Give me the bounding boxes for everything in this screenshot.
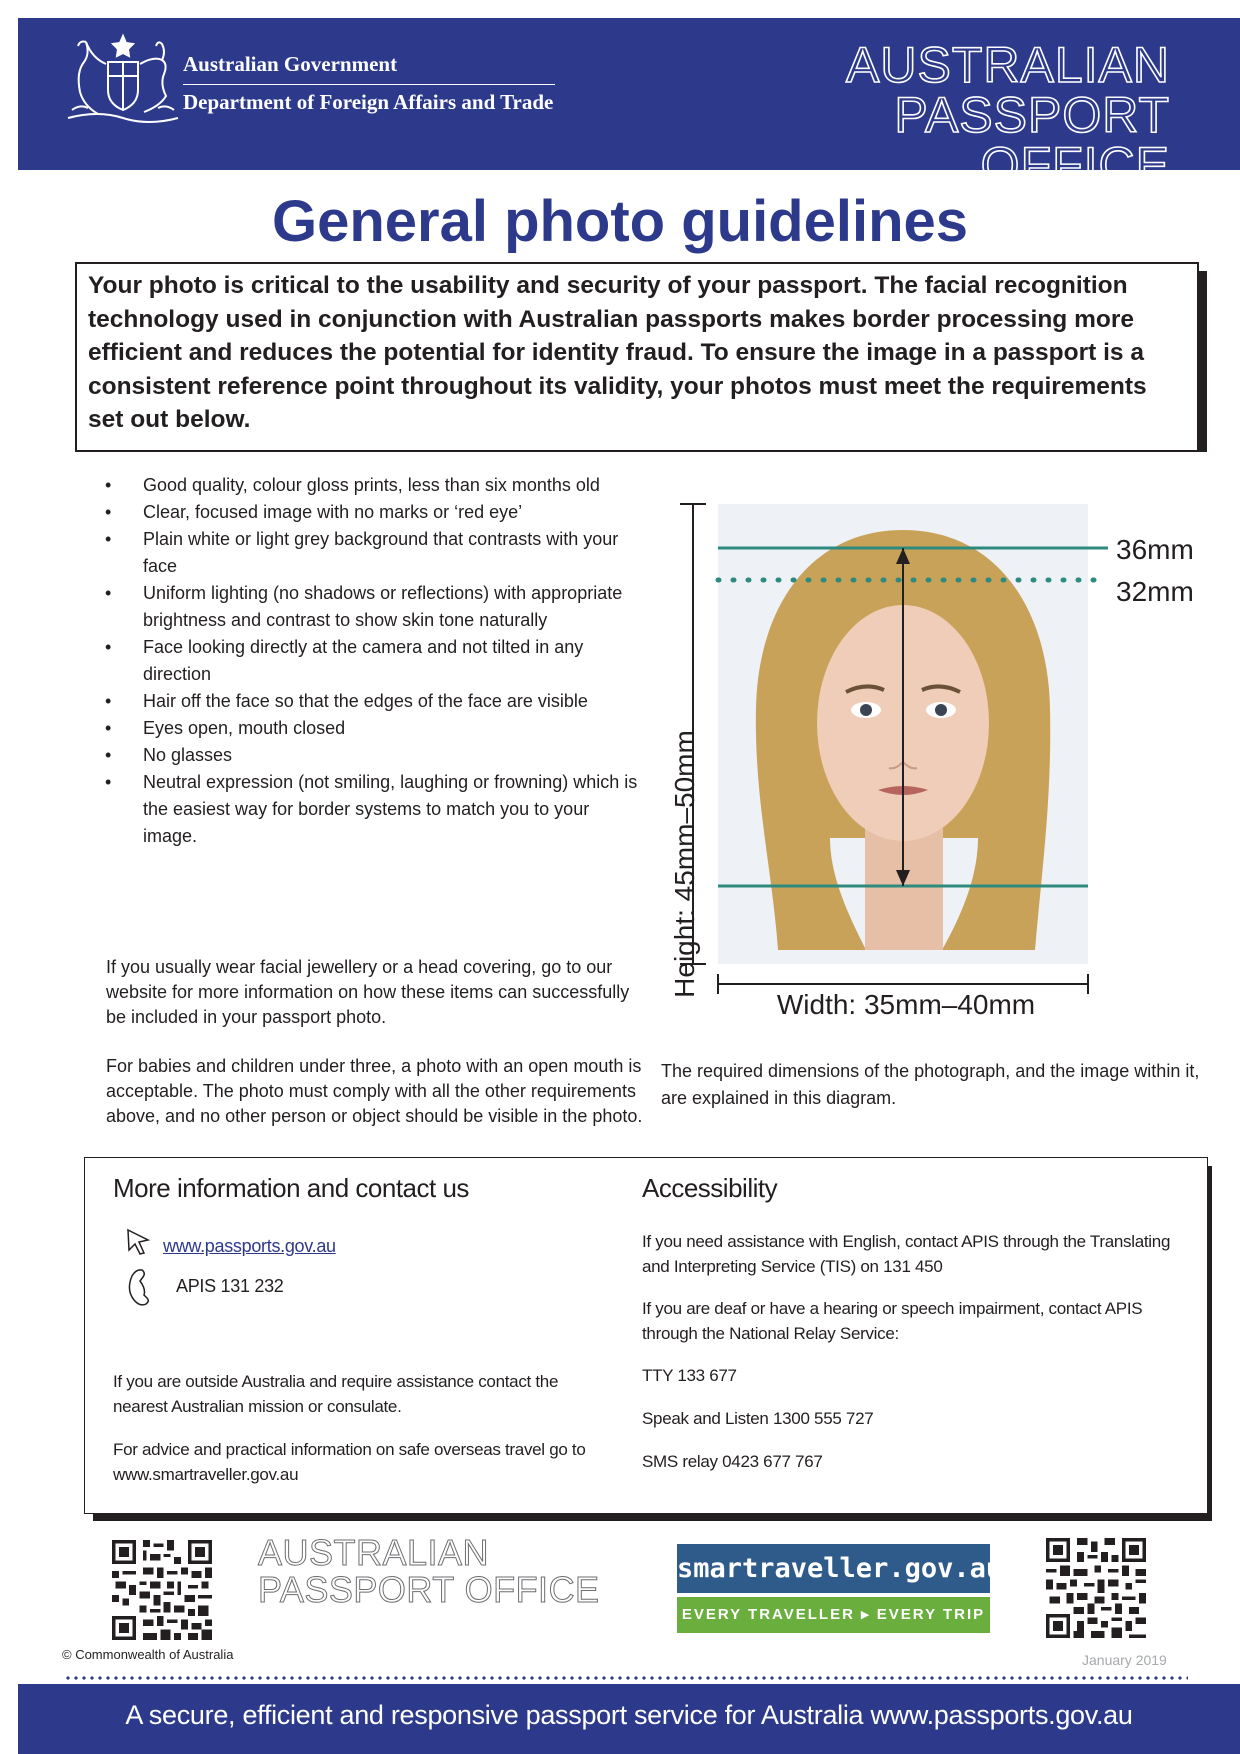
bullet-icon: • [105,583,112,603]
smartraveller-logo: smartraveller.gov.au [677,1544,990,1593]
cursor-icon [126,1228,152,1256]
bullet-icon: • [105,691,112,711]
bullet-icon: • [105,637,112,657]
photo-left-pupil [860,704,872,716]
width-label: Width: 35mm–40mm [776,989,1036,1020]
copyright-text: © Commonwealth of Australia [62,1647,234,1662]
accessibility-english-text: If you need assistance with English, contact APIS through the Translating and Interpreting Service (TIS) on 131 450 [642,1232,1171,1276]
coat-of-arms-icon [58,30,188,136]
sms-relay-number: SMS relay 0423 677 767 [642,1452,823,1471]
list-item: • Good quality, colour gloss prints, less than six months old [100,472,640,499]
bullet-icon: • [105,718,112,738]
accessibility-heading: Accessibility [642,1173,778,1203]
jewellery-paragraph: If you usually wear facial jewellery or a head covering, go to our website for more information on how these items can successfully be included in your passport photo. [106,957,630,1027]
passport-office-logo [700,37,1170,193]
list-item: • Plain white or light grey background that contrasts with your face [100,526,640,580]
government-title: Australian Government [183,52,398,76]
bullet-icon: • [105,502,112,522]
logo-line-1: AUSTRALIAN [846,37,1170,93]
list-item: • Eyes open, mouth closed [100,715,640,742]
outside-australia-text: If you are outside Australia and require assistance contact the nearest Australian mission or consulate. [113,1372,559,1416]
accessibility-deaf-text: If you are deaf or have a hearing or speech impairment, contact APIS through the National Relay Service: [642,1299,1143,1343]
speak-listen-number: Speak and Listen 1300 555 727 [642,1409,874,1428]
list-item: • Neutral expression (not smiling, laughing or frowning) which is the easiest way for border systems to match you to your image. [100,769,640,850]
phone-number: APIS 131 232 [176,1276,284,1296]
footer-logo-line-2: PASSPORT OFFICE [258,1569,600,1610]
smartraveller-tagline: EVERY TRAVELLER ▸ EVERY TRIP [677,1597,990,1633]
bullet-icon: • [105,529,112,549]
photo-dimensions-diagram [660,498,1200,1028]
height-label: Height: 45mm–50mm [669,730,700,998]
tty-number: TTY 133 677 [642,1366,737,1385]
contact-heading: More information and contact us [113,1173,469,1203]
list-item: • No glasses [100,742,640,769]
dotted-divider [64,1676,1188,1680]
qr-code-icon [108,1540,216,1640]
list-item: • Hair off the face so that the edges of the face are visible [100,688,640,715]
publication-date: January 2019 [1082,1652,1167,1668]
bullet-icon: • [105,745,112,765]
bullet-icon: • [105,772,112,792]
passport-office-footer-logo [258,1534,600,1608]
babies-paragraph: For babies and children under three, a photo with an open mouth is acceptable. The photo must comply with all the other requirements above, and no other person or object should be visible in the photo. [106,1056,643,1126]
requirements-list [100,472,640,850]
header-divider [183,84,555,85]
footer-tagline: A secure, efficient and responsive passport service for Australia www.passports.gov.au [125,1700,1133,1730]
page-title: General photo guidelines [271,189,969,254]
label-36mm: 36mm [1116,534,1194,565]
logo-line-2: PASSPORT OFFICE [894,87,1170,193]
label-32mm: 32mm [1116,576,1194,607]
intro-text: Your photo is critical to the usability and security of your passport. The facial recognition technology used in conjunction with Australian passports makes border processing more efficient and reduces the potential for identity fraud. To ensure the image in a passport is a consistent reference point throughout its validity, your photos must meet the requirements set out below. [88,272,1147,433]
diagram-caption: The required dimensions of the photograph, and the image within it, are explained in this diagram. [661,1061,1200,1108]
list-item: • Uniform lighting (no shadows or reflections) with appropriate brightness and contrast to show skin tone naturally [100,580,640,634]
phone-icon [124,1268,154,1306]
website-link[interactable]: www.passports.gov.au [163,1236,336,1256]
travel-advice-text: For advice and practical information on safe overseas travel go to www.smartraveller.gov.au [113,1440,586,1484]
qr-code-icon [1046,1538,1146,1638]
department-title: Department of Foreign Affairs and Trade [183,90,554,114]
list-item: • Clear, focused image with no marks or ‘red eye’ [100,499,640,526]
photo-right-pupil [935,704,947,716]
list-item: • Face looking directly at the camera and not tilted in any direction [100,634,640,688]
footer-logo-line-1: AUSTRALIAN [258,1532,490,1573]
bullet-icon: • [105,475,112,495]
